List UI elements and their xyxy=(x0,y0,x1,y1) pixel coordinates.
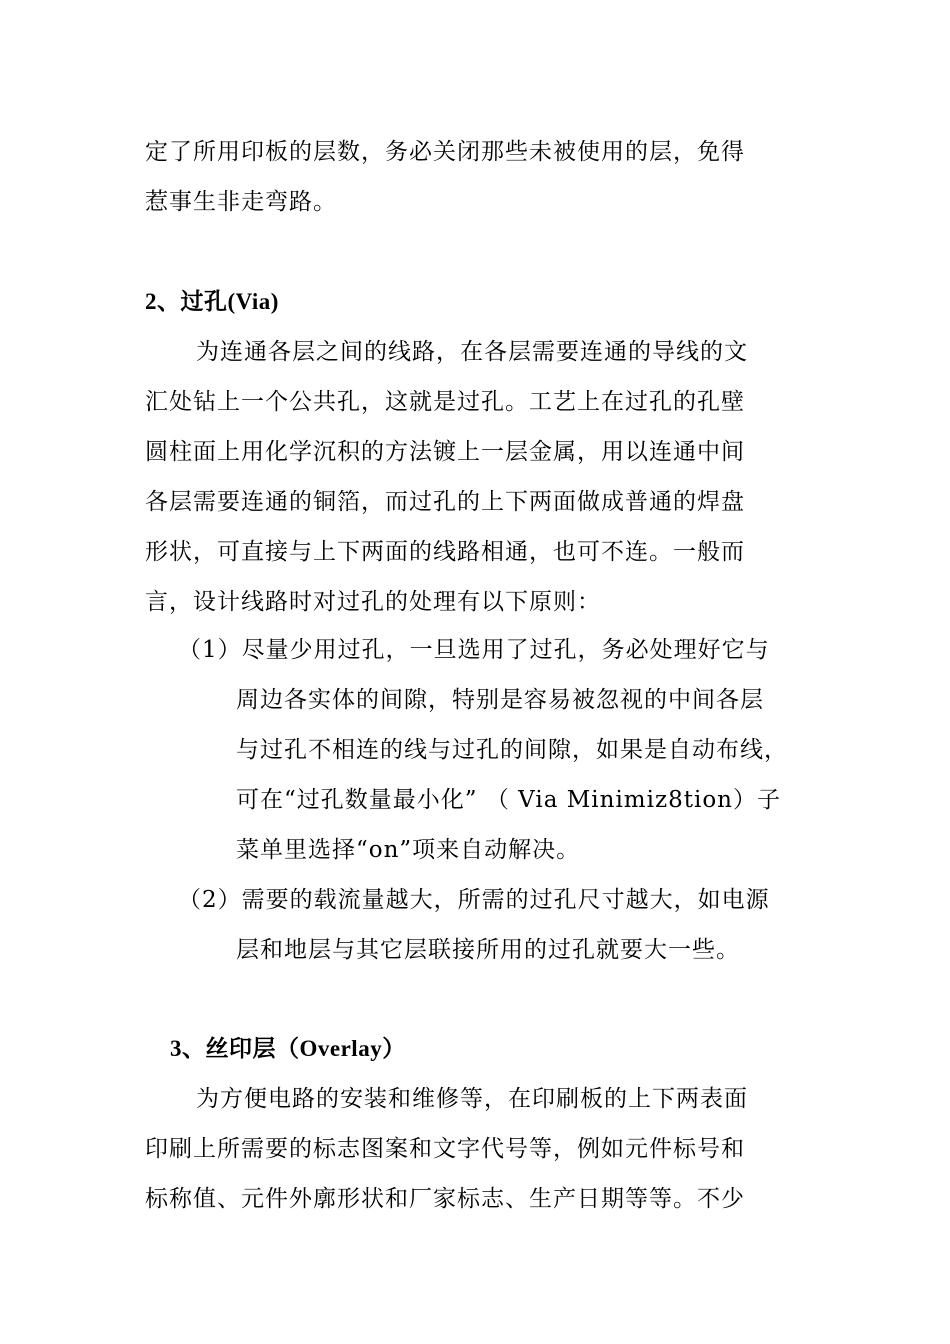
section-2-heading: 2、过孔(Via) xyxy=(145,289,279,314)
list-item-2-line-1: （2）需要的载流量越大，所需的过孔尺寸越大，如电源 xyxy=(178,887,770,913)
section-3-para-line-3: 标称值、元件外廓形状和厂家标志、生产日期等等。不少 xyxy=(145,1186,745,1212)
list-item-1-line-4: 可在“过孔数量最小化” （ Via Minimiz8tion）子 xyxy=(236,787,781,813)
section-2-para-line-5: 形状，可直接与上下两面的线路相通，也可不连。一般而 xyxy=(145,539,745,565)
intro-line-1: 定了所用印板的层数，务必关闭那些未被使用的层，免得 xyxy=(145,139,745,165)
section-2-para-line-6: 言，设计线路时对过孔的处理有以下原则： xyxy=(145,589,601,615)
list-item-2-line-2: 层和地层与其它层联接所用的过孔就要大一些。 xyxy=(236,937,740,963)
list-item-1-line-3: 与过孔不相连的线与过孔的间隙，如果是自动布线， xyxy=(236,737,788,763)
section-2-para-line-2: 汇处钻上一个公共孔，这就是过孔。工艺上在过孔的孔壁 xyxy=(145,389,745,415)
section-3-para-line-2: 印刷上所需要的标志图案和文字代号等，例如元件标号和 xyxy=(145,1136,745,1162)
list-item-1-line-1: （1）尽量少用过孔，一旦选用了过孔，务必处理好它与 xyxy=(178,637,770,663)
list-item-1-line-2: 周边各实体的间隙，特别是容易被忽视的中间各层 xyxy=(236,687,764,713)
section-3-heading: 3、丝印层（Overlay） xyxy=(170,1036,406,1061)
section-2-para-line-1: 为连通各层之间的线路，在各层需要连通的导线的文 xyxy=(196,339,748,365)
section-2-para-line-4: 各层需要连通的铜箔，而过孔的上下两面做成普通的焊盘 xyxy=(145,489,745,515)
list-item-1-line-5: 菜单里选择“on”项来自动解决。 xyxy=(236,837,581,863)
section-2-para-line-3: 圆柱面上用化学沉积的方法镀上一层金属，用以连通中间 xyxy=(145,439,745,465)
section-3-para-line-1: 为方便电路的安装和维修等，在印刷板的上下两表面 xyxy=(196,1086,748,1112)
intro-line-2: 惹事生非走弯路。 xyxy=(145,189,337,215)
